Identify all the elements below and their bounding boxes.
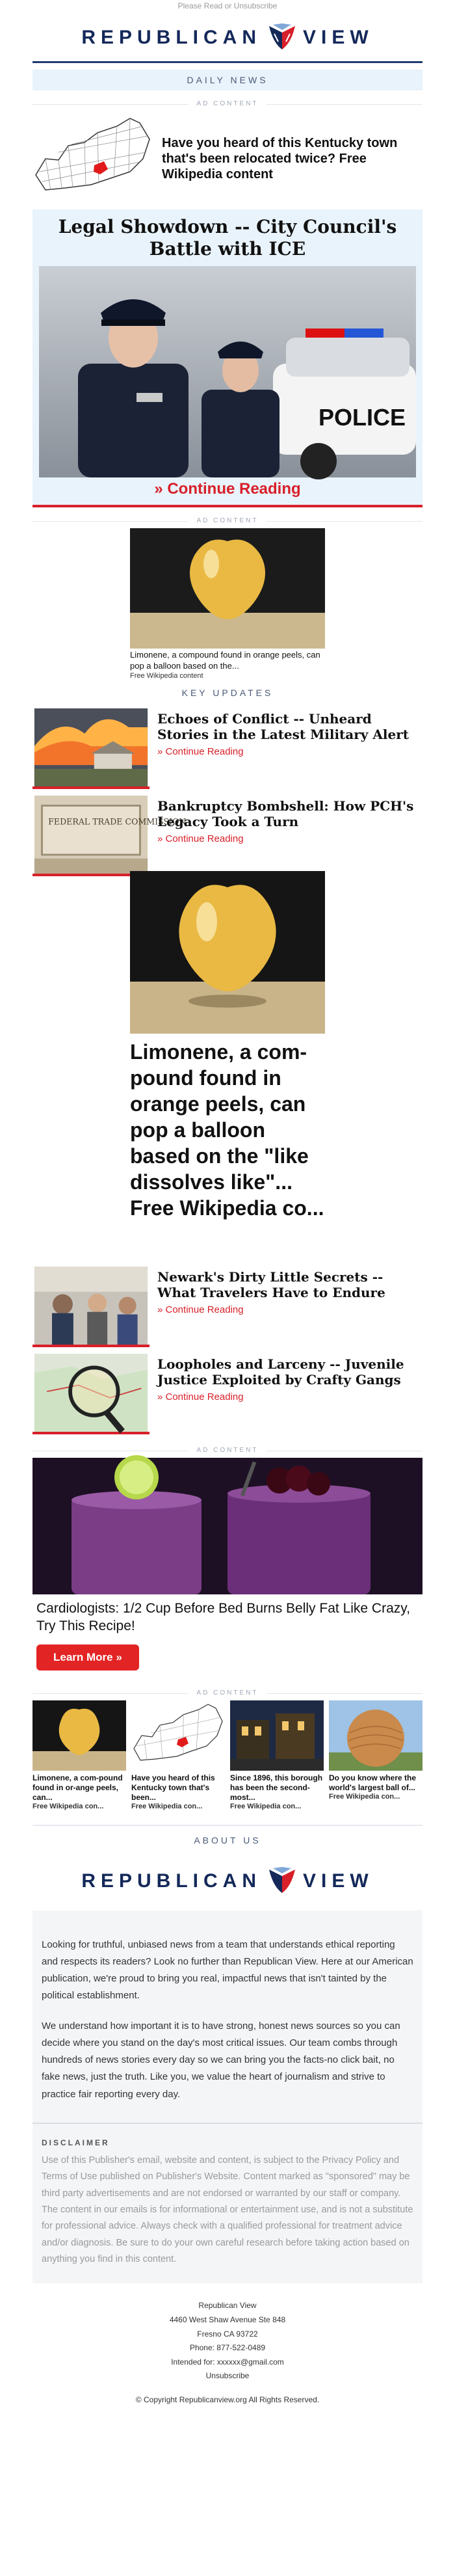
grid-ad[interactable] (32, 1700, 126, 1810)
key-updates-heading: KEY UPDATES (181, 687, 274, 698)
story-title[interactable]: Newark's Dirty Little Secrets -- What Travelers Have to Endure (157, 1268, 385, 1300)
limonene-ad-card[interactable] (130, 528, 325, 680)
story-item[interactable] (32, 1354, 422, 1434)
twine-ball-thumb (329, 1700, 422, 1771)
grid-ad-caption[interactable]: Since 1896, this borough has been the second-most... (230, 1773, 323, 1802)
story-continue-link[interactable]: » Continue Reading (157, 745, 244, 757)
borough-thumb (230, 1700, 324, 1771)
story-thumbnail[interactable] (32, 708, 150, 789)
promo-caption[interactable]: Cardiologists: 1/2 Cup Before Bed Burns Belly Fat Like Crazy, Try This Recipe! (36, 1600, 411, 1634)
story-thumbnail[interactable] (32, 796, 187, 876)
ad-label: AD CONTENT (32, 1443, 422, 1458)
hero-story[interactable] (32, 209, 422, 507)
brand-left: REPUBLICAN (81, 1870, 261, 1892)
brand-left: REPUBLICAN (81, 27, 261, 48)
story-title[interactable]: Loopholes and Larceny -- Juvenile Justice Exploited by Crafty Gangs (157, 1356, 404, 1388)
kentucky-ad[interactable] (32, 111, 422, 206)
brand-right: VIEW (303, 1870, 374, 1892)
disclaimer-section (32, 2123, 422, 2284)
ad-label: AD CONTENT (32, 514, 422, 528)
ad-card-source: Free Wikipedia content (130, 671, 203, 680)
shield-logo-icon (268, 1867, 296, 1896)
kentucky-thumb (131, 1700, 225, 1771)
brand-logo[interactable] (0, 14, 455, 61)
ad-label: AD CONTENT (32, 1686, 422, 1700)
story-thumbnail[interactable] (32, 1354, 150, 1434)
grid-ad-caption[interactable]: Have you heard of this Kentucky town that's been... (131, 1773, 215, 1802)
footer-name: Republican View (198, 2301, 257, 2311)
story-title[interactable]: Bankruptcy Bombshell: How PCH's Legacy Took a Turn (157, 798, 414, 829)
smoothie-ad-image[interactable] (32, 1458, 422, 1594)
story-item[interactable] (32, 796, 422, 876)
big-ad-caption[interactable]: Limonene, a com-pound found in orange peels, can pop a balloon based on the "like dissolves like"... Free Wikipedia co... (130, 1040, 324, 1220)
kentucky-map-image (32, 113, 153, 204)
grid-ad-source: Free Wikipedia con... (131, 1802, 203, 1810)
story-item[interactable] (32, 1267, 422, 1347)
story-title[interactable]: Echoes of Conflict -- Unheard Stories in the Latest Military Alert (157, 710, 409, 742)
grid-ad-source: Free Wikipedia con... (230, 1802, 302, 1810)
kentucky-ad-text[interactable]: Have you heard of this Kentucky town that's been relocated twice? Free Wikipedia content (162, 135, 398, 181)
learn-more-button[interactable]: Learn More » (36, 1644, 139, 1670)
ad-card-caption[interactable]: Limonene, a compound found in orange peels, can pop a balloon based on the... (130, 650, 320, 671)
grid-ad[interactable] (230, 1700, 324, 1810)
brand-right: VIEW (303, 27, 374, 48)
disclaimer-text: Use of this Publisher's email, website and content, is subject to the Privacy Policy and Terms of Use published on Publisher's Website. Content marked as "sponsored" may be third party advertisements and are not endorsed or warranted by our staff or company. The content in our emails is for informational or entertainment use, and is not a substitute for professional advice. Always check with a qualified professional for treatment advice and/or diagnosis. Be sure to do your own careful research before taking action based on anything you find in this content. (42, 2154, 413, 2265)
story-item[interactable] (32, 708, 422, 789)
story-continue-link[interactable]: » Continue Reading (157, 833, 244, 844)
footer-phone: Phone: 877-522-0489 (189, 2343, 266, 2353)
story-thumbnail[interactable] (32, 1267, 150, 1347)
balloon-ad-image-large (130, 871, 325, 1034)
svg-text:POLICE: POLICE (318, 404, 406, 431)
ftc-sign-line-1: FEDERAL TRADE COMMISSION (48, 816, 187, 827)
ad-label: AD CONTENT (32, 97, 422, 111)
copyright: © Copyright Republicanview.org All Rights Reserved. (135, 2395, 320, 2404)
about-section (32, 1852, 422, 2123)
grid-ad[interactable] (131, 1700, 225, 1810)
grid-ad-caption[interactable]: Limonene, a com-pound found in or-ange peels, can... (32, 1773, 123, 1802)
balloon-ad-image (130, 528, 325, 649)
hero-continue-link[interactable]: » Continue Reading (154, 480, 301, 498)
about-paragraph-1: Looking for truthful, unbiased news from a team that understands ethical reporting and respects its readers? Look no further than Republican View. Here at our American publication, we're proud to bring you real, impactful news that isn't tainted by the political establishment. (42, 1939, 413, 2002)
unsubscribe-note[interactable]: Please Read or Unsubscribe (177, 1, 278, 10)
footer-brand-logo[interactable] (32, 1852, 422, 1911)
ad-grid (32, 1700, 422, 1810)
footer-street: 4460 West Shaw Avenue Ste 848 (169, 2315, 286, 2325)
grid-ad-source: Free Wikipedia con... (329, 1792, 400, 1801)
disclaimer-heading: DISCLAIMER (42, 2138, 110, 2147)
footer-address (32, 2283, 422, 2383)
story-continue-link[interactable]: » Continue Reading (157, 1391, 244, 1402)
footer-intended: Intended for: xxxxxx@gmail.com (171, 2357, 284, 2367)
hero-photo[interactable] (39, 266, 416, 477)
footer-city: Fresno CA 93722 (197, 2329, 258, 2339)
daily-news-heading: DAILY NEWS (32, 70, 422, 90)
about-us-heading: ABOUT US (194, 1834, 261, 1845)
grid-ad-source: Free Wikipedia con... (32, 1802, 104, 1810)
balloon-thumb (32, 1700, 126, 1771)
limonene-big-ad[interactable] (130, 871, 325, 1221)
footer-unsubscribe-link[interactable]: Unsubscribe (205, 2371, 250, 2381)
shield-logo-icon (268, 23, 296, 52)
hero-red-rule (32, 505, 422, 507)
grid-ad-caption[interactable]: Do you know where the world's largest ball of... (329, 1773, 417, 1792)
recipe-promo-ad[interactable] (32, 1458, 422, 1670)
header-rule (32, 61, 422, 63)
story-continue-link[interactable]: » Continue Reading (157, 1304, 244, 1315)
hero-title[interactable]: Legal Showdown -- City Council's Battle with ICE (58, 216, 397, 260)
grid-ad[interactable] (329, 1700, 422, 1810)
about-paragraph-2: We understand how important it is to have strong, honest news sources so you can decide where you stand on the day's most critical issues. Our team combs through hundreds of news stories every day so we can bring you the facts-no click bait, no fake news, just the truth. Like you, we value the heart of journalism and strive to practice fair reporting every day. (42, 2020, 400, 2100)
